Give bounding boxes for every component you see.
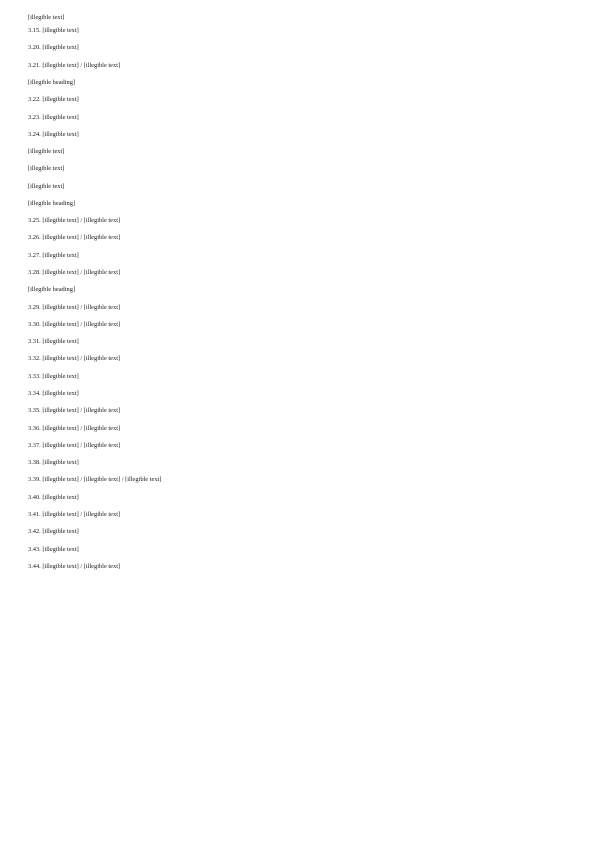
paragraph-3-41: 3.41. [illegible text] / [illegible text] [28, 510, 121, 518]
paragraph-3-36: 3.36. [illegible text] / [illegible text] [28, 424, 121, 432]
paragraph-3-23: 3.23. [illegible text] [28, 113, 79, 121]
section-heading: [illegible heading] [28, 78, 76, 86]
paragraph-continued: [illegible text] [28, 14, 65, 21]
paragraph-3-27: 3.27. [illegible text] [28, 251, 79, 259]
paragraph-3-26: 3.26. [illegible text] / [illegible text] [28, 234, 121, 242]
paragraph-3-15: 3.15. [illegible text] [28, 27, 79, 35]
document-page [28, 14, 568, 580]
paragraph-3-31: 3.31. [illegible text] [28, 338, 79, 346]
paragraph-3-37: 3.37. [illegible text] / [illegible text] [28, 441, 121, 449]
paragraph-3-24: 3.24. [illegible text] [28, 130, 79, 138]
paragraph-3-34: 3.34. [illegible text] [28, 390, 79, 397]
paragraph-3-39: 3.39. [illegible text] / [illegible text] / [illegible text] [28, 476, 162, 484]
paragraph-3-33: 3.33. [illegible text] [28, 372, 79, 380]
paragraph-3-43: 3.43. [illegible text] [28, 545, 79, 553]
paragraph-list-item: [illegible text] [28, 182, 65, 190]
paragraph-3-35: 3.35. [illegible text] / [illegible text] [28, 407, 121, 415]
paragraph-3-32: 3.32. [illegible text] / [illegible text] [28, 355, 121, 363]
paragraph-list-item: [illegible text] [28, 148, 65, 156]
paragraph-3-28: 3.28. [illegible text] / [illegible text] [28, 269, 121, 277]
paragraph-3-25: 3.25. [illegible text] / [illegible text] [28, 217, 121, 225]
paragraph-3-38: 3.38. [illegible text] [28, 459, 79, 467]
paragraph-3-21: 3.21. [illegible text] / [illegible text] [28, 61, 121, 69]
paragraph-list-item: [illegible text] [28, 165, 65, 173]
paragraph-3-40: 3.40. [illegible text] [28, 493, 79, 501]
section-heading: [illegible heading] [28, 286, 76, 294]
paragraph-3-30: 3.30. [illegible text] / [illegible text] [28, 320, 121, 328]
paragraph-3-44: 3.44. [illegible text] / [illegible text] [28, 562, 121, 570]
paragraph-3-29: 3.29. [illegible text] / [illegible text] [28, 303, 121, 311]
paragraph-3-42: 3.42. [illegible text] [28, 528, 79, 536]
paragraph-3-22: 3.22. [illegible text] [28, 96, 79, 104]
paragraph-3-20: 3.20. [illegible text] [28, 44, 79, 52]
section-heading: [illegible heading] [28, 199, 76, 207]
